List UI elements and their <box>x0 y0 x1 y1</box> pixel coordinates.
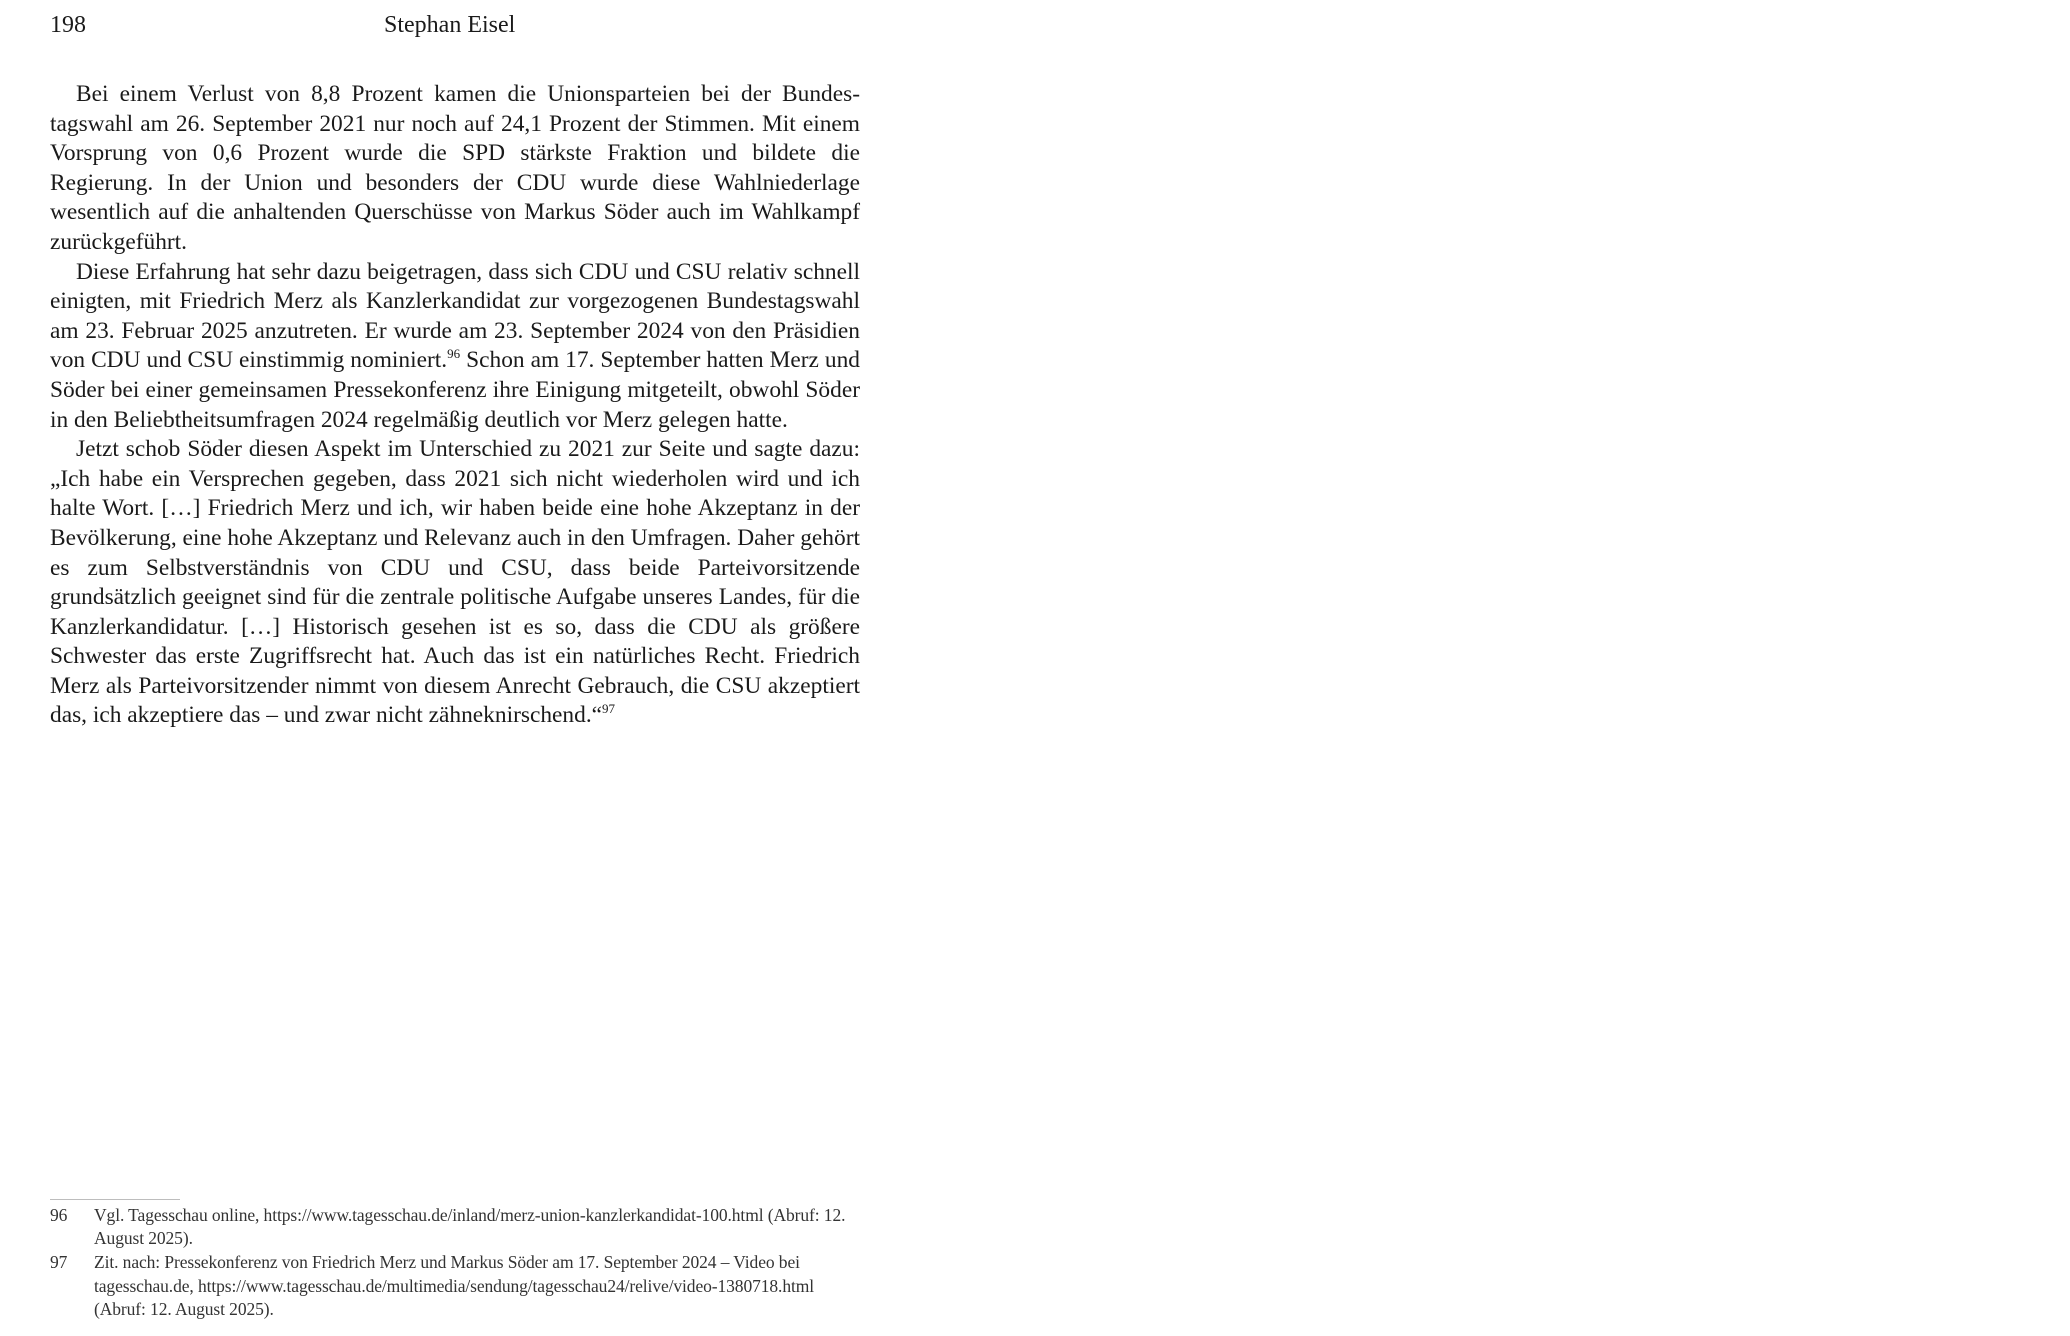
footnote-divider <box>50 1199 180 1200</box>
paragraph-3-text: Jetzt schob Söder diesen Aspekt im Unterschied zu 2021 zur Seite und sagte dazu: „Ich habe ein Versprechen gegeben, dass 2021 sich nicht wiederholen wird und ich halte Wort. […] Friedrich Merz und ich, wir haben beide eine hohe Akzeptanz in der Bevölkerung, eine hohe Akzeptanz und Relevanz auch in den Umfragen. Daher gehört es zum Selbstverständnis von CDU und CSU, dass beide Parteivorsitzende grundsätzlich geeignet sind für die zentrale politische Aufgabe unseres Landes, für die Kanzlerkandidatur. […] Historisch gesehen ist es so, dass die CDU als größere Schwester das erste Zugriffsrecht hat. Auch das ist ein natürliches Recht. Friedrich Merz als Parteivorsitzender nimmt von diesem Anrecht Gebrauch, die CSU akzeptiert das, ich akzeptiere das – und zwar nicht zähneknirschend.“ <box>50 436 860 729</box>
footnotes <box>50 1204 860 1321</box>
footnote-ref-97[interactable]: 97 <box>602 701 616 717</box>
main-text <box>50 80 860 731</box>
footnote-number: 97 <box>50 1252 68 1273</box>
page-header <box>50 8 860 42</box>
footnote-96 <box>50 1204 860 1250</box>
paragraph-1-text: Bei einem Verlust von 8,8 Prozent kamen die Unionsparteien bei der Bundestagswahl am 26. September 2021 nur noch auf 24,1 Prozent der Stimmen. Mit einem Vorsprung von 0,6 Prozent wurde die SPD stärkste Fraktion und bildete die Regierung. In der Union und besonders der CDU wurde diese Wahlniederlage wesentlich auf die anhaltenden Querschüsse von Markus Söder auch im Wahlkampf zurückgeführt. <box>50 81 860 255</box>
footnote-97 <box>50 1251 860 1321</box>
footnote-ref-96[interactable]: 96 <box>447 346 461 362</box>
footnote-number: 96 <box>50 1205 68 1225</box>
paragraph-2-text-end: Schon am 17. September hatten Merz und Söder bei einer gemeinsamen Pressekonferenz ihre Einigung mitgeteilt, obwohl Söder in den Beliebtheitsumfragen 2024 regelmäßig deutlich vor Merz gelegen hatte. <box>50 347 860 433</box>
footnote-text: Vgl. Tagesschau online, https://www.tagesschau.de/inland/merz-union-kanzlerkandidat-100.​html (Abruf: 12. August 2025). <box>94 1205 846 1249</box>
footnote-text: Zit. nach: Pressekonferenz von Friedrich Merz und Markus Söder am 17. September 2024 – Video bei tagesschau.de, https://www.tagesschau.de/multimedia/sendung/tagesschau24/relive/video-1380718.html (Abruf: 12. August 2025). <box>94 1252 815 1319</box>
paragraph-2 <box>50 258 860 436</box>
running-head-author: Stephan Eisel <box>384 12 516 38</box>
paragraph-1 <box>50 80 860 258</box>
paragraph-2-text-start: Diese Erfahrung hat sehr dazu beigetragen, dass sich CDU und CSU relativ schnell einigten, mit Friedrich Merz als Kanzlerkandidat zur vorgezogenen Bundestagswahl am 23. Februar 2025 anzutreten. Er wurde am 23. September 2024 von den Präsidien von CDU und CSU einstimmig nominiert. <box>50 258 860 374</box>
paragraph-3 <box>50 435 860 731</box>
book-page <box>0 0 900 1336</box>
page-number: 198 <box>50 12 86 38</box>
